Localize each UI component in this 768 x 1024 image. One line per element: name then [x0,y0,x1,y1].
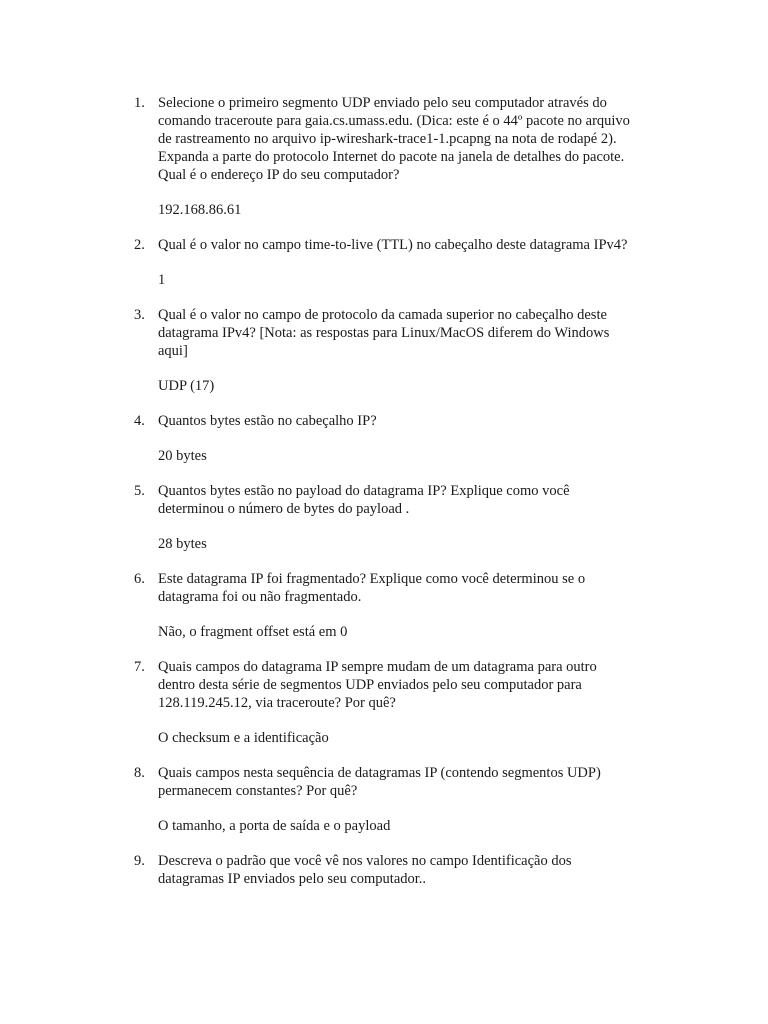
answer-text: O checksum e a identificação [158,730,329,746]
question-text: Qual é o valor no campo time-to-live (TTL) no cabeçalho deste datagrama IPv4? [158,237,628,253]
question-item-2 [134,236,654,289]
question-number: 6. [134,571,145,587]
question-item-8 [134,764,654,835]
answer-text: UDP (17) [158,378,215,394]
question-text: Quantos bytes estão no cabeçalho IP? [158,413,377,429]
question-number: 8. [134,765,145,781]
question-item-7 [134,658,654,747]
question-text: Selecione o primeiro segmento UDP enviado pelo seu computador através do comando traceroute para gaia.cs.umass.edu. (Dica: este é o 44º pacote no arquivo de rastreamento no arquivo ip-wireshark-trace1-1.pcapng na nota de rodapé 2). Expanda a parte do protocolo Internet do pacote na janela de detalhes do pacote. Qual é o endereço IP do seu computador? [158,95,630,183]
question-text: Este datagrama IP foi fragmentado? Explique como você determinou se o datagrama foi ou não fragmentado. [158,571,586,605]
question-text: Descreva o padrão que você vê nos valores no campo Identificação dos datagramas IP enviados pelo seu computador.. [158,853,572,887]
question-item-4 [134,412,654,465]
question-text: Quais campos nesta sequência de datagramas IP (contendo segmentos UDP) permanecem constantes? Por quê? [158,765,601,799]
question-text: Qual é o valor no campo de protocolo da camada superior no cabeçalho deste datagrama IPv4? [Nota: as respostas para Linux/MacOS diferem do Windows aqui] [158,307,610,359]
question-item-3 [134,306,654,395]
question-number: 5. [134,483,145,499]
question-number: 7. [134,659,145,675]
question-item-6 [134,570,654,641]
question-item-1 [134,94,654,219]
answer-text: 192.168.86.61 [158,202,242,218]
answer-text: O tamanho, a porta de saída e o payload [158,818,391,834]
question-number: 3. [134,307,145,323]
answer-text: 20 bytes [158,448,207,464]
question-number: 2. [134,237,145,253]
question-number: 1. [134,95,145,111]
question-list [134,94,654,905]
question-number: 4. [134,413,145,429]
answer-text: 1 [158,272,166,288]
answer-text: 28 bytes [158,536,207,552]
question-number: 9. [134,853,145,869]
question-text: Quantos bytes estão no payload do datagrama IP? Explique como você determinou o número de bytes do payload . [158,483,570,517]
question-text: Quais campos do datagrama IP sempre mudam de um datagrama para outro dentro desta série de segmentos UDP enviados pelo seu computador para 128.119.245.12, via traceroute? Por quê? [158,659,597,711]
question-item-5 [134,482,654,553]
question-item-9 [134,852,654,888]
answer-text: Não, o fragment offset está em 0 [158,624,348,640]
